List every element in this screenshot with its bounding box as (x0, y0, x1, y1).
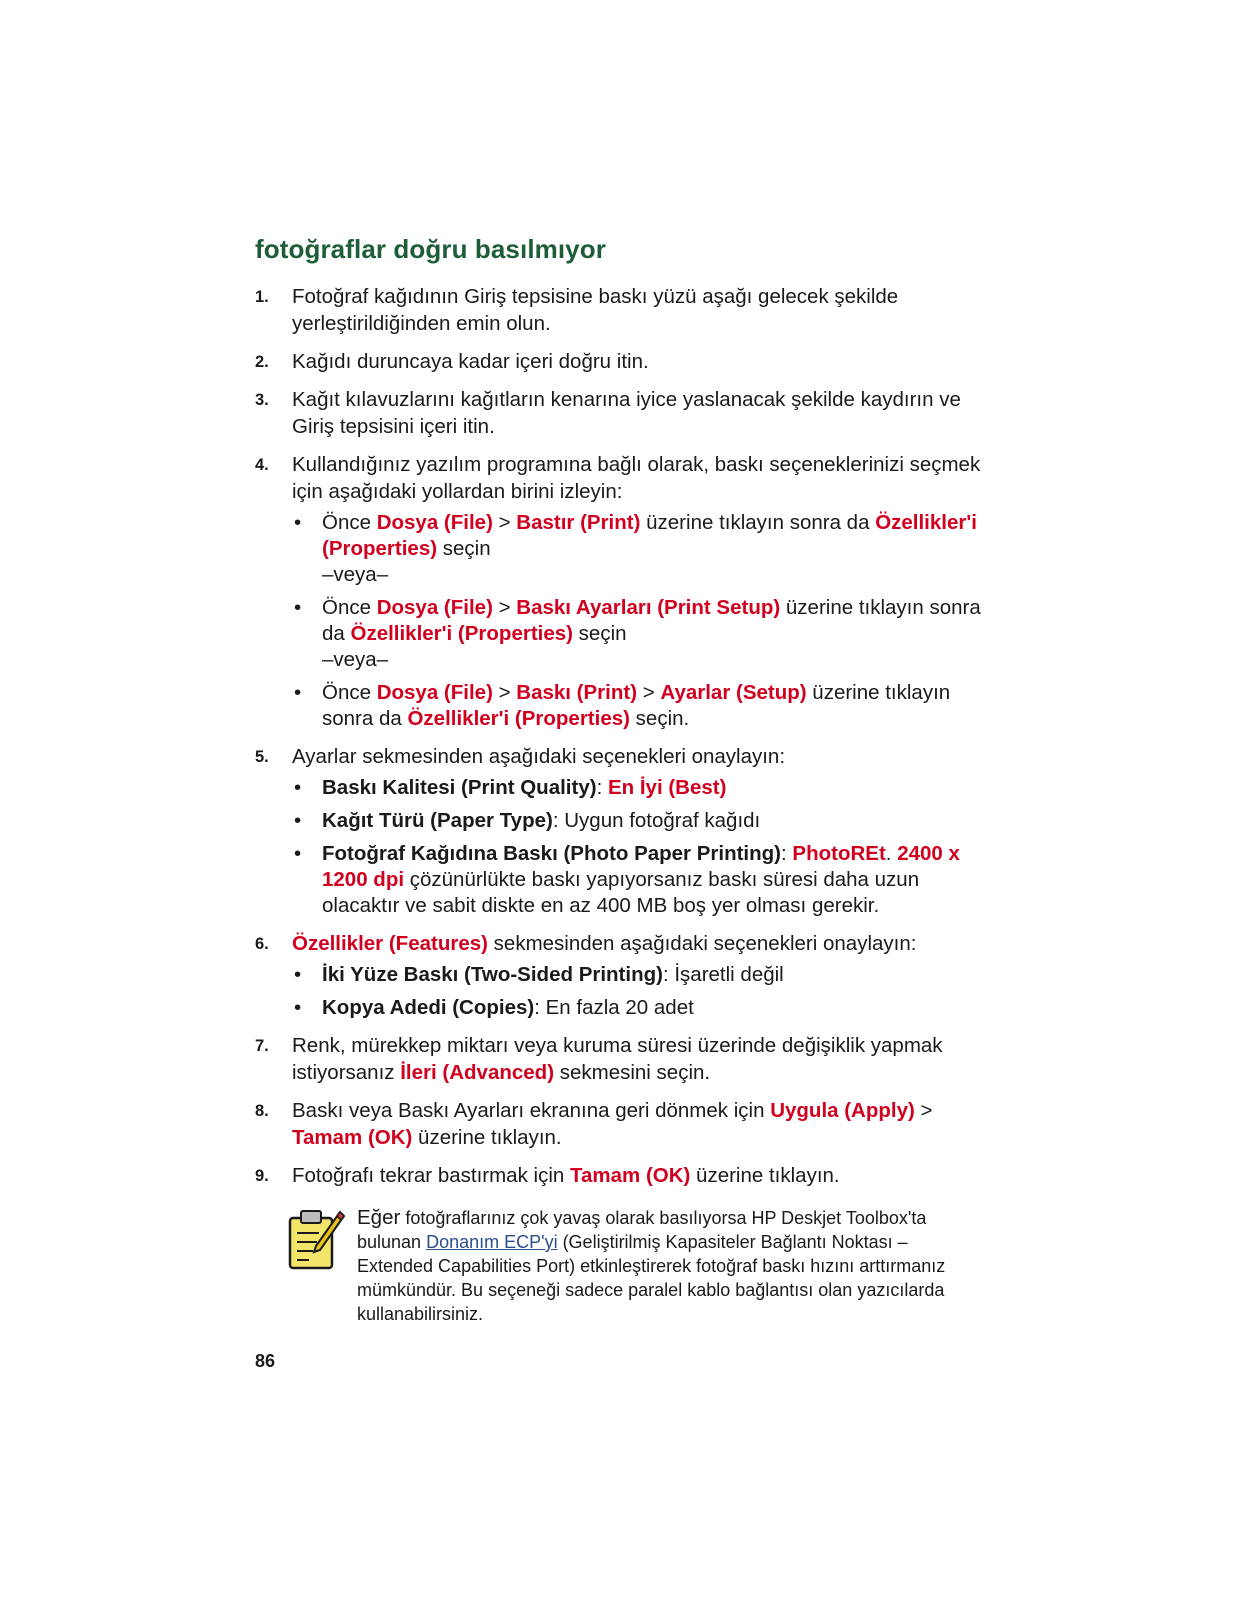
bold-label: Baskı Kalitesi (Print Quality) (322, 776, 597, 799)
step-text (292, 1032, 990, 1086)
step-text (292, 1162, 990, 1189)
bullet-marker: • (294, 776, 302, 799)
highlight-text: Özellikler'i (Properties) (322, 511, 977, 560)
bullet-list (292, 962, 990, 1021)
step-number: 2. (255, 353, 269, 371)
donanim-ecp-link[interactable]: Donanım ECP'yi (426, 1232, 558, 1252)
highlight-text: Dosya (File) (376, 681, 493, 704)
highlight-text: Özellikler'i (Properties) (350, 622, 573, 645)
text-run: Kullandığınız yazılım programına bağlı olarak, baskı seçeneklerinizi seçmek için aşağıdaki yollardan birini izleyin: (292, 453, 981, 503)
note-text-before-link: fotoğraflarınız çok yavaş olarak basılıyorsa HP Deskjet Toolbox'ta bulunan (357, 1208, 927, 1252)
page-title: fotoğraflar doğru basılmıyor (255, 234, 606, 264)
step-text (292, 283, 990, 337)
bold-label: Kopya Adedi (Copies) (322, 996, 535, 1019)
highlight-text: PhotoREt (792, 842, 886, 865)
bold-label: Fotoğraf Kağıdına Baskı (Photo Paper Printing) (322, 842, 781, 865)
bullet-text (322, 775, 990, 801)
bullet-list (292, 510, 990, 732)
step-number: 7. (255, 1037, 269, 1055)
step-item (255, 348, 990, 375)
step-number: 6. (255, 935, 269, 953)
text-run: > (492, 511, 517, 534)
note-text (357, 1206, 987, 1326)
step-number: 3. (255, 391, 269, 409)
text-run: > (637, 681, 661, 704)
highlight-text: Baskı (Print) (516, 681, 638, 704)
bullet-marker: • (294, 681, 302, 704)
text-run: Fotoğrafı tekrar bastırmak için (292, 1164, 570, 1187)
bullet-marker: • (294, 842, 302, 865)
highlight-text: İleri (Advanced) (400, 1061, 555, 1084)
text-run: : İşaretli değil (662, 963, 784, 986)
bullet-list (292, 775, 990, 919)
highlight-text: Bastır (Print) (516, 511, 641, 534)
notepad-pencil-icon (287, 1206, 345, 1272)
or-separator: –veya– (322, 563, 389, 586)
bullet-text (322, 995, 990, 1021)
step-number: 9. (255, 1167, 269, 1185)
text-run: : (596, 776, 608, 799)
text-run: üzerine tıklayın. (412, 1126, 562, 1149)
step-number: 5. (255, 748, 269, 766)
text-run: Fotoğraf kağıdının Giriş tepsisine baskı yüzü aşağı gelecek şekilde yerleştirildiğinden emin olun. (292, 285, 899, 335)
bullet-item (292, 841, 990, 919)
step-text (292, 743, 990, 770)
text-run: üzerine tıklayın sonra da (322, 596, 981, 645)
bullet-marker: • (294, 809, 302, 832)
bullet-item (292, 775, 990, 801)
highlight-text: Dosya (File) (376, 596, 493, 619)
bullet-item (292, 510, 990, 588)
highlight-text: Özellikler (Features) (292, 932, 488, 955)
step-text (292, 930, 990, 957)
text-run: seçin. (629, 707, 690, 730)
step-number: 1. (255, 288, 269, 306)
or-separator: –veya– (322, 648, 389, 671)
text-run: : En fazla 20 adet (534, 996, 694, 1019)
note-text-after-link: (Geliştirilmiş Kapasiteler Bağlantı Noktası – Extended Capabilities Port) etkinleştirerek fotoğraf baskı hızını arttırmanız mümkündür. Bu seçeneği sadece paralel kablo bağlantısı olan yazıcılarda kullanabilirsiniz. (357, 1232, 946, 1324)
highlight-text: Uygula (Apply) (770, 1099, 915, 1122)
text-run: üzerine tıklayın sonra da (322, 681, 951, 730)
highlight-text: Ayarlar (Setup) (660, 681, 807, 704)
step-text (292, 386, 990, 440)
step-text (292, 348, 990, 375)
text-run: : Uygun fotoğraf kağıdı (552, 809, 761, 832)
note-first-word: Eğer (357, 1206, 401, 1229)
bold-label: İki Yüze Baskı (Two-Sided Printing) (322, 963, 663, 986)
steps-list (255, 283, 990, 1200)
step-item (255, 1032, 990, 1086)
text-run: üzerine tıklayın sonra da (640, 511, 876, 534)
step-item (255, 1097, 990, 1151)
text-run: Baskı veya Baskı Ayarları ekranına geri dönmek için (292, 1099, 771, 1122)
bullet-text (322, 510, 990, 562)
step-item (255, 386, 990, 440)
step-number: 4. (255, 456, 269, 474)
bullet-text (322, 808, 990, 834)
text-run: Ayarlar sekmesinden aşağıdaki seçenekleri onaylayın: (292, 745, 786, 768)
bullet-marker: • (294, 596, 302, 619)
bullet-marker: • (294, 963, 302, 986)
note-box (287, 1206, 987, 1336)
text-run: seçin (572, 622, 627, 645)
text-run: seçin (437, 537, 491, 560)
bullet-marker: • (294, 511, 302, 534)
step-item (255, 1162, 990, 1189)
bullet-text (322, 595, 990, 647)
step-item (255, 451, 990, 732)
text-run: Önce (322, 681, 377, 704)
text-run: Kağıt kılavuzlarını kağıtların kenarına iyice yaslanacak şekilde kaydırın ve Giriş tepsisini içeri itin. (292, 388, 961, 438)
highlight-text: Dosya (File) (376, 511, 493, 534)
text-run: Önce (322, 511, 377, 534)
bullet-marker: • (294, 996, 302, 1019)
text-run: Kağıdı duruncaya kadar içeri doğru itin. (292, 350, 649, 373)
highlight-text: Tamam (OK) (569, 1164, 691, 1187)
step-text (292, 451, 990, 505)
step-number: 8. (255, 1102, 269, 1120)
text-run: Renk, mürekkep miktarı veya kuruma süresi üzerinde değişiklik yapmak istiyorsanız (292, 1034, 943, 1084)
bullet-item (292, 962, 990, 988)
bullet-text (322, 962, 990, 988)
step-item (255, 743, 990, 919)
highlight-text: Özellikler'i (Properties) (407, 707, 630, 730)
text-run: çözünürlükte baskı yapıyorsanız baskı süresi daha uzun olacaktır ve sabit diskte en az 400 MB boş yer olması gerekir. (322, 868, 920, 917)
highlight-text: En İyi (Best) (607, 776, 727, 799)
bullet-item (292, 808, 990, 834)
text-run: > (914, 1099, 933, 1122)
text-run: üzerine tıklayın. (690, 1164, 840, 1187)
bullet-item (292, 595, 990, 673)
text-run: sekmesinden aşağıdaki seçenekleri onaylayın: (487, 932, 917, 955)
bullet-text (322, 841, 990, 919)
text-run: sekmesini seçin. (554, 1061, 711, 1084)
step-item (255, 930, 990, 1021)
text-run: > (492, 681, 517, 704)
bullet-item (292, 995, 990, 1021)
text-run: : (781, 842, 793, 865)
highlight-text: Baskı Ayarları (Print Setup) (516, 596, 781, 619)
bold-label: Kağıt Türü (Paper Type) (322, 809, 553, 832)
highlight-text: 2400 x 1200 dpi (322, 842, 960, 891)
page-number: 86 (255, 1351, 276, 1371)
text-run: > (492, 596, 517, 619)
step-item (255, 283, 990, 337)
step-text (292, 1097, 990, 1151)
text-run: Önce (322, 596, 377, 619)
bullet-item (292, 680, 990, 732)
bullet-text (322, 680, 990, 732)
text-run: . (885, 842, 898, 865)
highlight-text: Tamam (OK) (292, 1126, 413, 1149)
